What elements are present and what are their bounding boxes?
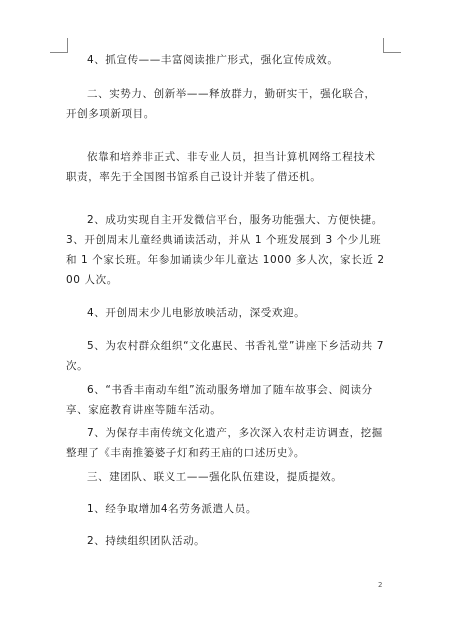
paragraph: 2、持续组织团队活动。 xyxy=(87,535,206,547)
paragraph: 三、建团队、联义工——强化队伍建设，提质提效。 xyxy=(87,471,343,483)
paragraph: 4、开创周末少儿电影放映活动，深受欢迎。 xyxy=(87,307,306,319)
paragraph: 依靠和培养非正式、非专业人员，担当计算机网络工程技术职责，率先于全国图书馆系自己设计并装了借还机。 xyxy=(66,151,376,183)
paragraph: 二、实势力、创新举——释放群力，勤研实干，强化联合，开创多项新项目。 xyxy=(66,88,376,120)
paragraph: 1、经争取增加4名劳务派遣人员。 xyxy=(87,503,257,515)
paragraph: 2、成功实现自主开发微信平台，服务功能强大、方便快捷。3、开创周末儿童经典诵读活动，并从 1 个班发展到 3 个少儿班和 1 个家长班。年参加诵读少年儿童达 1000 多人次，家长近 200 人次。 xyxy=(66,214,385,286)
paragraph: 6、“书香丰南动车组”流动服务增加了随车故事会、阅读分享、家庭教育讲座等随车活动。 xyxy=(66,384,373,416)
paragraph: 7、为保存丰南传统文化遗产，多次深入农村走访调查，挖掘整理了《丰南推篓婆子灯和药王庙的口述历史》。 xyxy=(66,427,383,459)
paragraph: 5、为农村群众组织“文化惠民、书香礼堂”讲座下乡活动共 7 次。 xyxy=(66,340,384,372)
page-number: 2 xyxy=(378,581,383,589)
paragraph: 4、抓宣传——丰富阅读推广形式，强化宣传成效。 xyxy=(87,54,339,66)
